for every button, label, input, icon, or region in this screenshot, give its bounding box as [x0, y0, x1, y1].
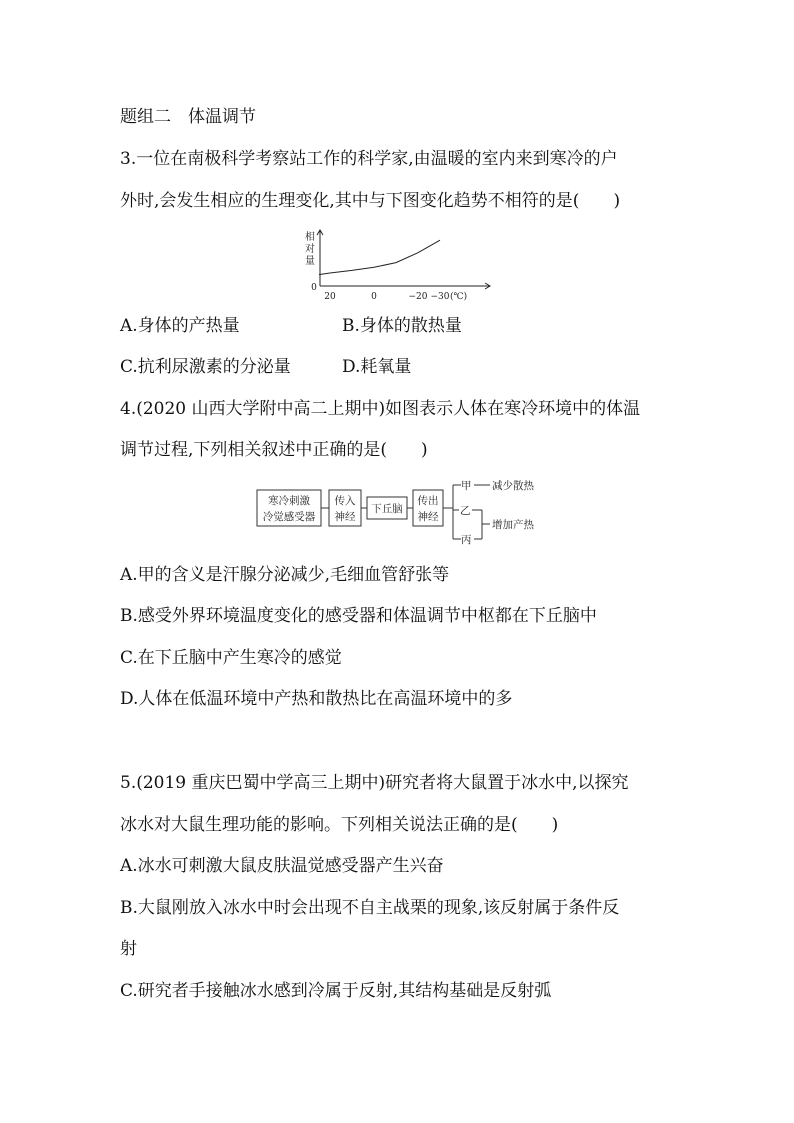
q5-stem-line2: 冰水对大鼠生理功能的影响。下列相关说法正确的是( ): [120, 815, 559, 835]
q4-flow-diagram: [250, 476, 550, 548]
q4-option-d[interactable]: D.人体在低温环境中产热和散热比在高温环境中的多: [120, 689, 513, 709]
section-title: 题组二 体温调节: [120, 107, 256, 127]
q5-option-a[interactable]: A.冰水可刺激大鼠皮肤温觉感受器产生兴奋: [120, 856, 444, 876]
q3-stem-line2: 外时,会发生相应的生理变化,其中与下图变化趋势不相符的是( ): [120, 191, 621, 211]
x-tick-label: −20: [408, 292, 428, 302]
flow-label-increase-heat: 增加产热: [492, 519, 534, 531]
flow-box2-line2: 神经: [334, 511, 356, 523]
q5-option-c[interactable]: C.研究者手接触冰水感到冷属于反射,其结构基础是反射弧: [120, 981, 552, 1001]
q4-stem-line1: 4.(2020 山西大学附中高二上期中)如图表示人体在寒冷环境中的体温: [120, 399, 641, 419]
q3-option-b[interactable]: B.身体的散热量: [342, 316, 462, 336]
x-tick-label: 0: [371, 292, 377, 302]
y-axis-label-char: 对: [305, 244, 315, 255]
y-axis-label-char: 相: [305, 232, 315, 243]
q3-stem-line1: 3.一位在南极科学考察站工作的科学家,由温暖的室内来到寒冷的户: [120, 149, 618, 169]
q3-option-a[interactable]: A.身体的产热量: [120, 316, 240, 336]
flow-box4-line2: 神经: [417, 511, 439, 523]
q3-line-chart: [290, 226, 510, 306]
flow-box1-line2: 冷觉感受器: [262, 511, 316, 523]
q5-option-b-line1[interactable]: B.大鼠刚放入冰水中时会出现不自主战栗的现象,该反射属于条件反: [120, 898, 620, 918]
flow-box3-label: 下丘脑: [371, 503, 403, 515]
x-axis-unit-label: (℃): [450, 292, 468, 302]
flow-label-yi: 乙: [460, 505, 471, 517]
flow-label-bing: 丙: [461, 534, 472, 546]
q4-option-c[interactable]: C.在下丘脑中产生寒冷的感觉: [120, 648, 342, 668]
flow-box1-line1: 寒冷刺激: [268, 495, 310, 507]
flow-box4-line1: 传出: [417, 495, 439, 507]
origin-label: 0: [311, 283, 317, 293]
q5-stem-line1: 5.(2019 重庆巴蜀中学高三上期中)研究者将大鼠置于冰水中,以探究: [120, 773, 629, 793]
q4-option-b[interactable]: B.感受外界环境温度变化的感受器和体温调节中枢都在下丘脑中: [120, 606, 597, 626]
flow-label-jia: 甲: [461, 480, 472, 492]
flow-box2-line1: 传入: [334, 495, 356, 507]
q3-option-d[interactable]: D.耗氧量: [342, 357, 412, 377]
q4-stem-line2: 调节过程,下列相关叙述中正确的是( ): [120, 440, 428, 460]
q3-option-c[interactable]: C.抗利尿激素的分泌量: [120, 357, 291, 377]
q4-option-a[interactable]: A.甲的含义是汗腺分泌减少,毛细血管舒张等: [120, 565, 450, 585]
q5-option-b-line2[interactable]: 射: [120, 939, 137, 959]
data-series-line: [319, 240, 440, 274]
flow-label-reduce-heat-loss: 减少散热: [492, 480, 534, 492]
x-tick-label: 20: [324, 292, 336, 302]
x-tick-label: −30: [430, 292, 450, 302]
y-axis-label-char: 量: [305, 256, 315, 267]
